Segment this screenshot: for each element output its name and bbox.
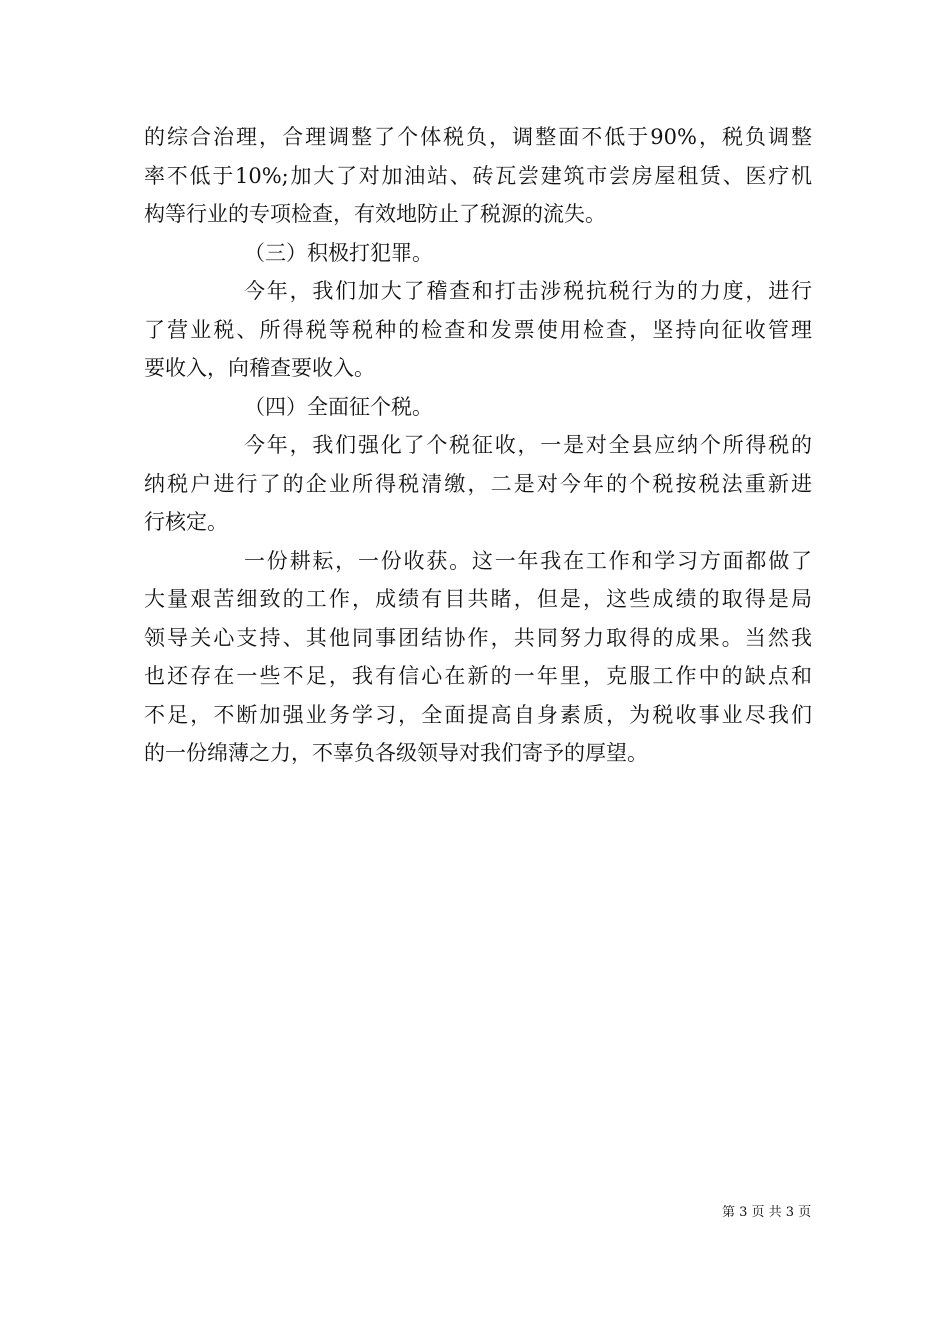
text-line: 一份耕耘，一份收获。这一年我在工作和学习方面都做了 [244,548,812,573]
text-line: 的综合治理，合理调整了个体税负，调整面不低于90%，税负调整 [144,125,812,149]
text-line: （四）全面征个税。 [244,394,433,419]
text-line: （三）积极打犯罪。 [244,240,433,265]
text-line: 的一份绵薄之力，不辜负各级领导对我们寄予的厚望。 [144,741,648,765]
text-line: 今年，我们强化了个税征收，一是对全县应纳个所得税的 [244,433,812,457]
text-line: 构等行业的专项检查，有效地防止了税源的流失。 [144,202,606,226]
text-line: 纳税户进行了的企业所得税清缴，二是对今年的个税按税法重新进 [144,471,812,496]
text-line: 不足，不断加强业务学习，全面提高自身素质，为税收事业尽我们 [144,702,812,727]
text-line: 率不低于10%;加大了对加油站、砖瓦尝建筑市尝房屋租赁、医疗机 [144,163,812,188]
text-line: 大量艰苦细致的工作，成绩有目共睹，但是，这些成绩的取得是局 [144,587,812,611]
text-line: 领导关心支持、其他同事团结协作，共同努力取得的成果。当然我 [144,625,812,650]
text-line: 也还存在一些不足，我有信心在新的一年里，克服工作中的缺点和 [144,664,812,688]
document-body [144,118,812,773]
text-line: 今年，我们加大了稽查和打击涉税抗税行为的力度，进行 [244,279,812,303]
text-line: 行核定。 [144,510,228,534]
page-number-footer: 第 3 页 共 3 页 [722,1205,812,1220]
text-line: 了营业税、所得税等税种的检查和发票使用检查，坚持向征收管理 [144,317,812,342]
text-line: 要收入，向稽查要收入。 [144,356,375,380]
